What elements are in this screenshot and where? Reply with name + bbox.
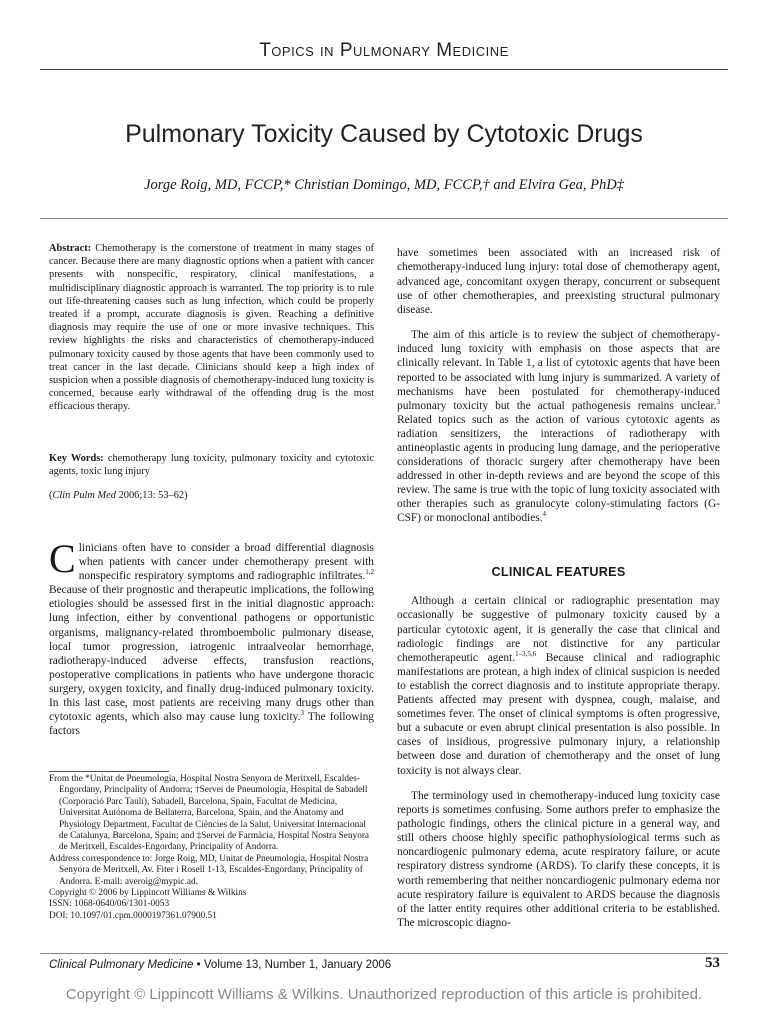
abstract-label: Abstract: [49,243,92,254]
ref-superscript: 1,2 [365,568,374,577]
article-title: Pulmonary Toxicity Caused by Cytotoxic Drugs [125,120,643,148]
journal-issue: Volume 13, Number 1, January 2006 [203,959,392,971]
footnotes [49,774,374,922]
footnote-affiliations: From the *Unitat de Pneumologia, Hospital Nostra Senyora de Meritxell, Escaldes-Engordany, Principality of Andorra; †Servei de Pneumologia, Hospital de Sabadell (Corporació Parc Taulí), Sabadell, Barcelona, Spain, Facultat de Medicina, Universitat Autónoma de Bellaterra, Barcelona, Spain, and the Anatomy and Physiology Department, Facultat de Ciències de la Salut, Universitat Internacional de Catalunya, Barcelona, Spain; and ‡Servei de Farmàcia, Hospital Nostra Senyora de Meritxell, Escaldes-Engordany, Principality of Andorra. [49,774,370,853]
page-number: 53 [705,955,720,971]
paragraph-text: Because clinical and radiographic manifestations are protean, a high index of clinical suspicion is needed to establish the correct diagnosis and to institute appropriate therapy. Patients affected may present with dyspnea, cough, malaise, and sometimes fever. The onset of clinical symptoms is often progressive, but a subacute or even abrupt clinical presentation is also possible. In cases of insidious, progressive pulmonary injury, a relationship between dose and duration of chemotherapy and the onset of lung toxicity is not always clear. [397,651,720,777]
copyright-banner: Copyright © Lippincott Williams & Wilkins. Unauthorized reproduction of this article is prohibited. [65,986,703,1003]
paragraph [397,328,720,525]
citation: (Clin Pulm Med 2006;13: 53–62) [49,490,188,501]
keywords-label: Key Words: [49,453,104,464]
header-rule [40,69,728,70]
paragraph-text: Related topics such as the action of various cytotoxic agents as radiation sensitizers, the interactions of radiotherapy with antineoplastic agents in producing lung damage, and the perioperative considerations of thoracic surgery after chemotherapy have been addressed in other in-depth reviews and are beyond the scope of this review. The same is true with the topic of lung toxicity associated with other therapies such as granulocyte colony-stimulating factors (G-CSF) or monoclonal antibodies. [397,413,720,525]
drop-cap: C [49,536,76,581]
footnote-doi: DOI: 10.1097/01.cpm.0000197361.07900.51 [49,910,217,921]
intro-text-a: linicians often have to consider a broad differential diagnosis when patients with cancer under chemotherapy present with nonspecific respiratory symptoms and radiographic infiltrates. [78,542,374,583]
paragraph-text: Although a certain clinical or radiographic presentation may occasionally be suggestive of pulmonary toxicity caused by a particular cytotoxic agent, it is generally the case that clinical and radiologic findings are not distinctive for any particular chemotherapeutic agent. [397,595,720,664]
ref-superscript: 1–3,5,6 [515,649,537,658]
journal-footer [49,959,391,971]
section-heading-clinical-features: CLINICAL FEATURES [491,565,626,579]
keywords [49,452,374,478]
series-title: Topics in Pulmonary Medicine [259,40,509,61]
footer-rule [40,953,728,954]
paragraph [397,594,720,777]
ref-superscript: 4 [542,510,547,519]
intro-text-c: The following factors [49,711,374,738]
paragraph: have sometimes been associated with an increased risk of chemotherapy-induced lung injury: total dose of chemotherapy agent, advanced age, concomitant oxygen therapy, concurrent or subsequent use of other chemotherapies, and preexisting structural pulmonary disease. [397,247,720,316]
author-list: Jorge Roig, MD, FCCP,* Christian Domingo, MD, FCCP,† and Elvira Gea, PhD‡ [144,177,624,193]
citation-journal: Clin Pulm Med [52,490,116,501]
footnote-correspondence: Address correspondence to: Jorge Roig, MD, Unitat de Pneumologia, Hospital Nostra Senyora de Meritxell, Av. Fiter i Rosell 1-13, Escaldes-Engordany, Principality of Andorra. E-mail: averoig@mypic.ad. [49,853,369,887]
journal-name: Clinical Pulmonary Medicine [49,959,194,971]
footnote-copyright: Copyright © 2006 by Lippincott Williams & Wilkins [49,888,247,899]
abstract-text: Chemotherapy is the cornerstone of treatment in many stages of cancer. Because there are many diagnostic options when a patient with cancer presents with nonspecific, respiratory, clinical manifestations, a multidisciplinary diagnostic approach is warranted. The top priority is to rule out life-threatening causes such as lung infection, which could be properly treated if a prompt, accurate diagnosis is given. Reaching a definitive diagnosis may require the use of one or more invasive techniques. This review highlights the risks and characteristics of chemotherapy-induced pulmonary toxicity caused by those agents that have been commonly used to treat cancer in the last decade. Clinicians should keep a high index of suspicion when a possible diagnosis of chemotherapy-induced lung toxicity is concerned, because early withdrawal of the offending drug is the most efficacious therapy. [49,243,375,413]
footer-separator: • [196,959,201,971]
keywords-text: chemotherapy lung toxicity, pulmonary toxicity and cytotoxic agents, toxic lung injury [49,453,374,478]
intro-paragraph [49,536,374,738]
title-rule [40,218,728,219]
clinical-features-section [397,583,720,941]
ref-superscript: 3 [716,397,720,406]
footnote-rule [49,771,169,772]
intro-text-b: Because of their prognostic and therapeutic implications, the following etiologies should be assessed first in the initial diagnostic approach: lung infection, either by conventional pathogens or opportunistic organisms, malignancy-related thromboembolic pulmonary disease, local tumor progression, iatrogenic intraalveolar hemorrhage, radiotherapy-induced adverse effects, transfusion reactions, postoperative complications in patients who have undergone thoracic surgery, oxygen toxicity, and finally drug-induced pulmonary toxicity. In this last case, most patients are receiving many drugs other than cytotoxic agents, which also may cause lung toxicity. [49,584,374,724]
paragraph-text: The aim of this article is to review the subject of chemotherapy-induced lung toxicity with emphasis on those aspects that are clinically relevant. In Table 1, a list of cytotoxic agents that have been reported to be associated with lung injury is summarized. A variety of mechanisms have been postulated for chemotherapy-induced pulmonary toxicity but the actual pathogenesis remains unclear. [397,329,720,412]
footnote-issn: ISSN: 1068-0640/06/1301-0053 [49,899,170,910]
abstract [49,242,374,414]
citation-details: 2006;13: 53–62 [118,490,185,501]
ref-superscript: 3 [300,709,304,718]
right-column-intro [397,235,720,537]
paragraph: The terminology used in chemotherapy-induced lung toxicity case reports is sometimes confusing. Some authors prefer to emphasize the pathologic findings, others the clinical picture in a general way, and still others choose highly specific pathophysiological terms such as noncardiogenic pulmonary edema, acute respiratory failure, or acute respiratory distress syndrome (ARDS). To clarify these concepts, it is worth remembering that neither noncardiogenic pulmonary edema nor acute respiratory failure is equivalent to ARDS because the diagnosis of the latter entity requires other additional criteria to be established. The microscopic diagno- [397,790,720,929]
